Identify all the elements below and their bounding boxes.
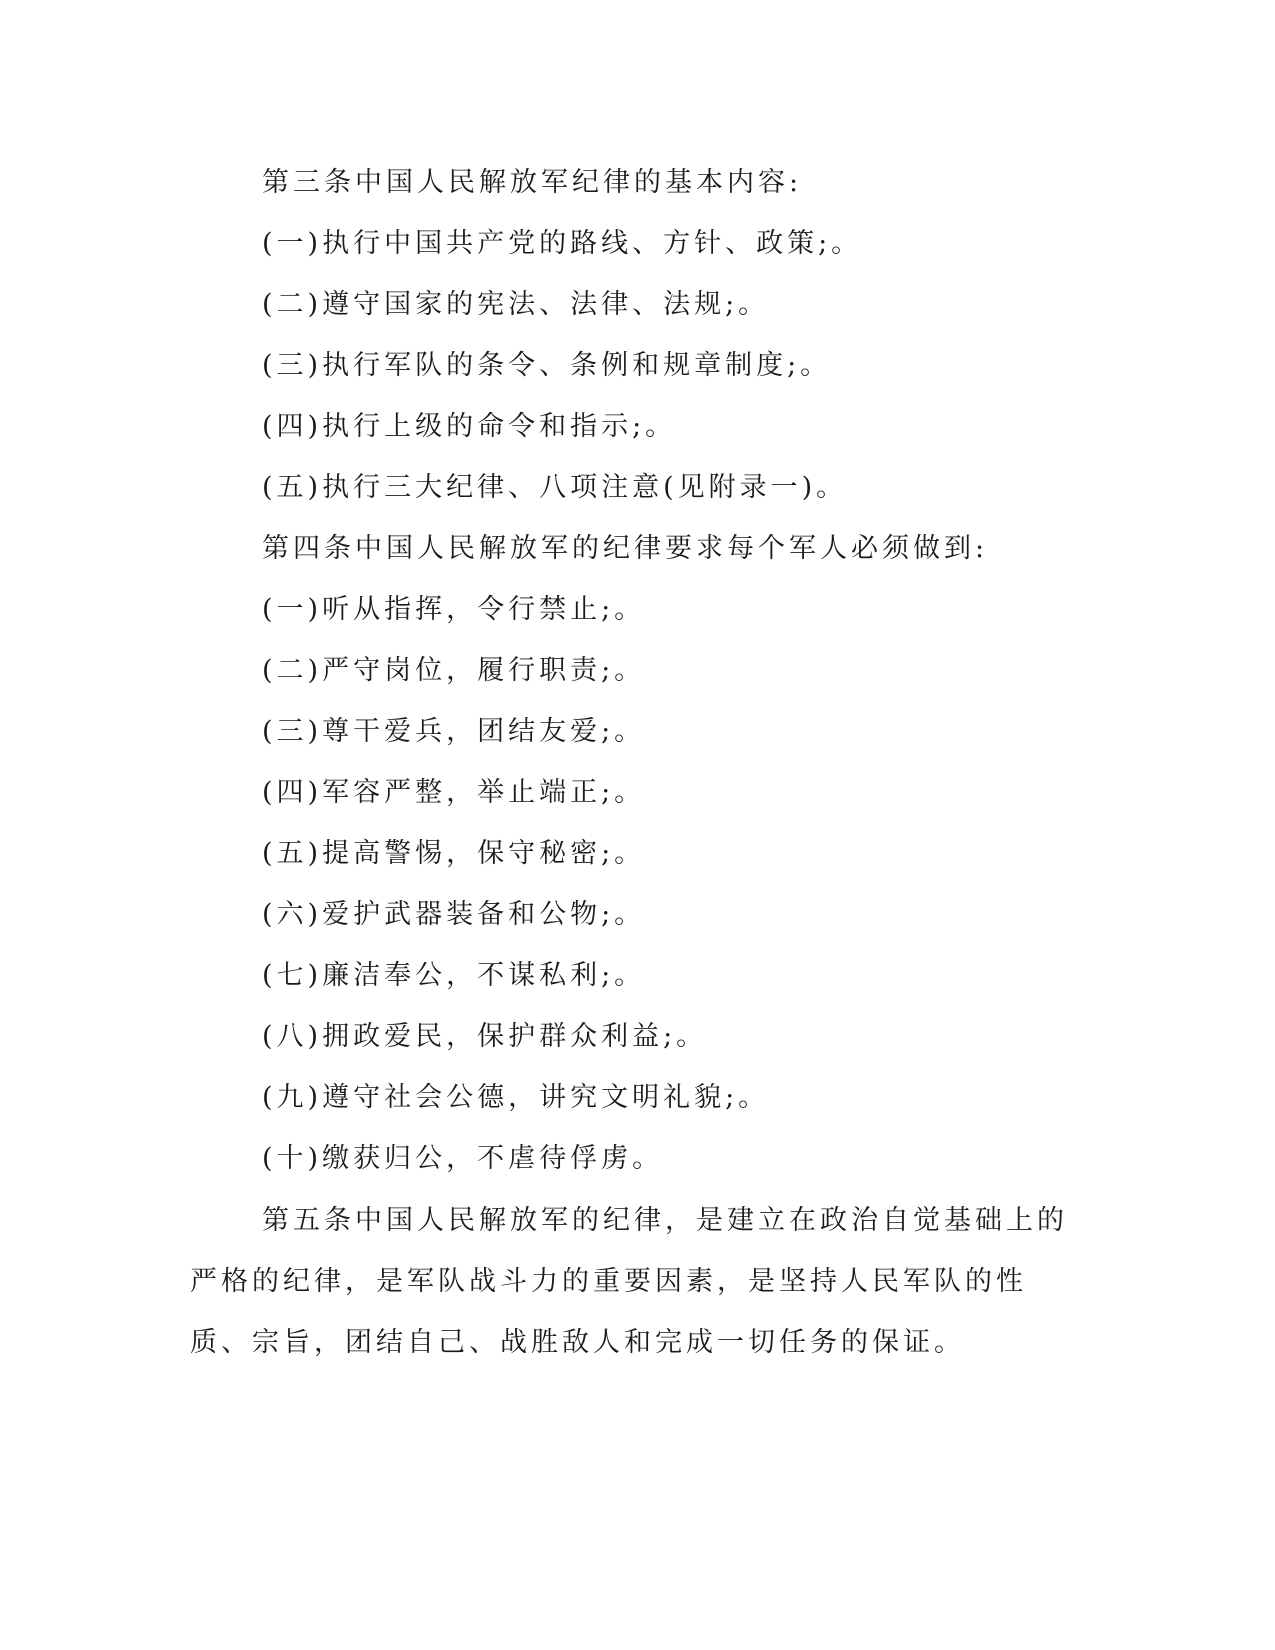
article-4-item-1: (一)听从指挥，令行禁止;。 <box>262 594 646 625</box>
article-3-item-2: (二)遵守国家的宪法、法律、法规;。 <box>262 289 770 320</box>
article-4-item-7: (七)廉洁奉公，不谋私利;。 <box>262 960 646 991</box>
article-4-item-3: (三)尊干爱兵，团结友爱;。 <box>262 716 646 747</box>
article-3-item-5: (五)执行三大纪律、八项注意(见附录一)。 <box>262 472 848 503</box>
article-3-item-3: (三)执行军队的条令、条例和规章制度;。 <box>262 350 832 381</box>
article-4-item-9: (九)遵守社会公德，讲究文明礼貌;。 <box>262 1082 770 1113</box>
article-4-heading: 第四条中国人民解放军的纪律要求每个军人必须做到: <box>262 533 989 564</box>
article-3-item-1: (一)执行中国共产党的路线、方针、政策;。 <box>262 228 863 259</box>
article-3-item-4: (四)执行上级的命令和指示;。 <box>262 411 677 442</box>
article-4-item-5: (五)提高警惕，保守秘密;。 <box>262 838 646 869</box>
document-body <box>190 163 1080 1373</box>
article-4-item-2: (二)严守岗位，履行职责;。 <box>262 655 646 686</box>
article-4-item-4: (四)军容严整，举止端正;。 <box>262 777 646 808</box>
article-4-item-10: (十)缴获归公，不虐待俘虏。 <box>262 1143 664 1174</box>
article-4-item-8: (八)拥政爱民，保护群众利益;。 <box>262 1021 708 1052</box>
article-4-item-6: (六)爱护武器装备和公物;。 <box>262 899 646 930</box>
article-5-paragraph: 第五条中国人民解放军的纪律，是建立在政治自觉基础上的严格的纪律，是军队战斗力的重要因素，是坚持人民军队的性质、宗旨，团结自己、战胜敌人和完成一切任务的保证。 <box>190 1205 1068 1358</box>
article-3-heading: 第三条中国人民解放军纪律的基本内容: <box>262 167 803 198</box>
